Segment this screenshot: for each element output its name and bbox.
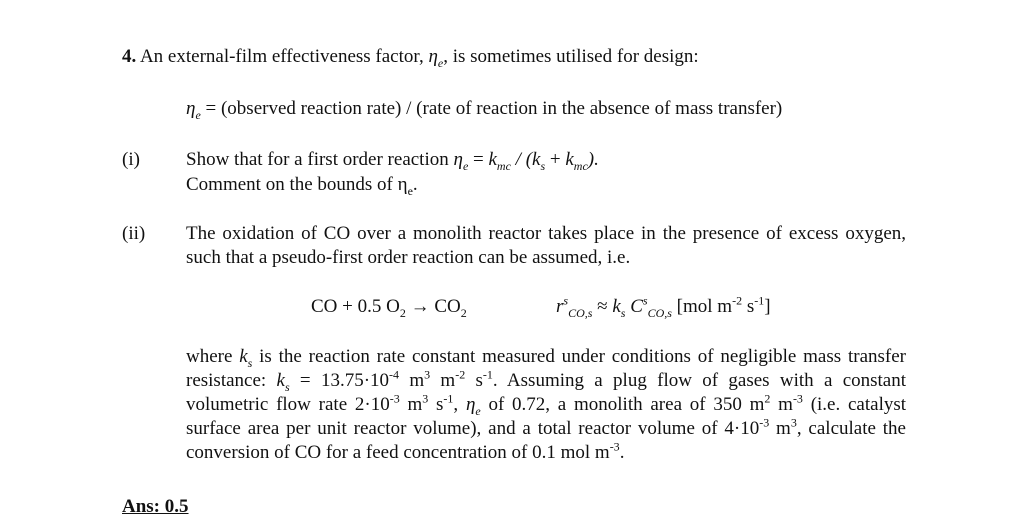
p2-m3: m (770, 394, 793, 415)
part-i-equals: = (473, 149, 484, 170)
part-ii-paragraph-2 (186, 345, 906, 465)
p2-i: , calculate the conversion of CO for a feed concentration of 0.1 mol m (186, 418, 906, 463)
rate-k-sub: s (620, 305, 626, 320)
rate-expression (556, 295, 771, 319)
eq-o2-sub: 2 (399, 305, 406, 320)
p2-b: is the reaction rate constant measured under conditions of negligible mass transfer resistance: (186, 346, 906, 391)
p2-m4: m (769, 418, 791, 439)
part-i-comment: Comment on the bounds of (186, 174, 393, 195)
rate-units-mid: s (742, 296, 755, 317)
part-i-kmc-sub: mc (496, 158, 511, 173)
part-i-label: (i) (122, 149, 140, 170)
p2-exp-m3d: -3 (609, 439, 620, 454)
rate-units-close: ] (764, 296, 771, 317)
part-i-eta-upright: η (397, 174, 408, 195)
part-i-kmc2-sub: mc (573, 158, 588, 173)
reaction-equation (311, 295, 467, 319)
rate-units-exp2: -1 (754, 293, 765, 308)
rate-r-sub: CO,s (568, 305, 593, 320)
part-i-kmc: k (488, 149, 497, 170)
eta-subscript: e (437, 55, 444, 70)
part-i-text: Show that for a first order reaction (186, 149, 449, 170)
p2-ks: k (239, 346, 248, 367)
part-i-close: ). (587, 149, 599, 170)
part-i-slash: / ( (510, 149, 533, 170)
part-ii-label: (ii) (122, 223, 146, 244)
definition-eta: η (186, 98, 196, 119)
p2-exp-m3c: -3 (759, 415, 770, 430)
part-i-eta-sub: e (462, 158, 469, 173)
rate-r: r (556, 296, 564, 317)
rate-units-open: [mol m (671, 296, 733, 317)
question-number: 4. (122, 46, 137, 67)
question-intro-end: , is sometimes utilised for design: (443, 46, 699, 67)
p2-exp-3c: 3 (790, 415, 797, 430)
answer: Ans: 0.5 (122, 496, 189, 517)
rate-c-sub: CO,s (647, 305, 672, 320)
p2-d: m (399, 370, 425, 391)
definition-eta-sub: e (195, 107, 201, 122)
p2-exp-m2: -2 (455, 367, 466, 382)
rate-c: C (630, 296, 643, 317)
question-line (122, 45, 699, 69)
p2-exp-3b: 3 (422, 391, 429, 406)
p2-exp-m1a: -1 (482, 367, 493, 382)
p2-m1: m (430, 370, 456, 391)
p2-s2: s (428, 394, 444, 415)
p2-e: . Assuming a plug flow of gases with a constant volumetric flow rate 2·10 (186, 370, 907, 415)
p2-s1: s (465, 370, 483, 391)
p2-g: of 0.72, a monolith area of 350 m (480, 394, 765, 415)
definition-line (186, 97, 782, 121)
p2-eta: η (465, 394, 476, 415)
p2-end: . (619, 442, 625, 463)
rate-c-sup: s (642, 293, 648, 308)
part-i-ks: k (532, 149, 541, 170)
question-intro: An external-film effectiveness factor, (139, 46, 424, 67)
p2-ks2-sub: s (284, 379, 290, 394)
part-i-line2 (186, 173, 418, 197)
p2-exp-m3b: -3 (792, 391, 803, 406)
eq-co2-sub: 2 (460, 305, 467, 320)
part-ii-paragraph-1: The oxidation of CO over a monolith reactor takes place in the presence of excess oxygen, such that a pseudo-first order reaction can be assumed, i.e. (186, 223, 906, 268)
rate-k: k (612, 296, 621, 317)
p2-f: , (453, 394, 466, 415)
p2-exp-2: 2 (764, 391, 771, 406)
p2-exp-3a: 3 (424, 367, 431, 382)
p2-exp-m3a: -3 (389, 391, 400, 406)
rate-r-sup: s (563, 293, 569, 308)
eq-left: CO + 0.5 O (311, 296, 400, 317)
p2-ks2: k (276, 370, 285, 391)
eq-arrow: → CO (405, 296, 461, 317)
p2-m2: m (399, 394, 423, 415)
rate-approx: ≈ (592, 296, 613, 317)
part-i-eta: η (453, 149, 463, 170)
p2-ks-sub: s (247, 355, 253, 370)
part-i-line1 (186, 148, 599, 172)
p2-eta-sub: e (475, 403, 481, 418)
part-i-ks-sub: s (540, 158, 546, 173)
p2-h: (i.e. catalyst surface area per unit reactor volume), and a total reactor volume of 4·10 (186, 394, 907, 439)
part-i-kmc2: k (565, 149, 574, 170)
p2-exp-m4: -4 (389, 367, 400, 382)
rate-units-exp1: -2 (732, 293, 743, 308)
definition-equals: = (205, 98, 217, 119)
part-i-eta-upright-sub: e (407, 183, 413, 198)
p2-exp-m1b: -1 (443, 391, 454, 406)
eta-symbol: η (428, 46, 438, 67)
p2-a: where (186, 346, 240, 367)
p2-c: = 13.75·10 (289, 370, 390, 391)
definition-rhs: (observed reaction rate) / (rate of reaction in the absence of mass transfer) (220, 98, 783, 119)
part-i-plus: + (545, 149, 566, 170)
part-i-period: . (412, 174, 418, 195)
